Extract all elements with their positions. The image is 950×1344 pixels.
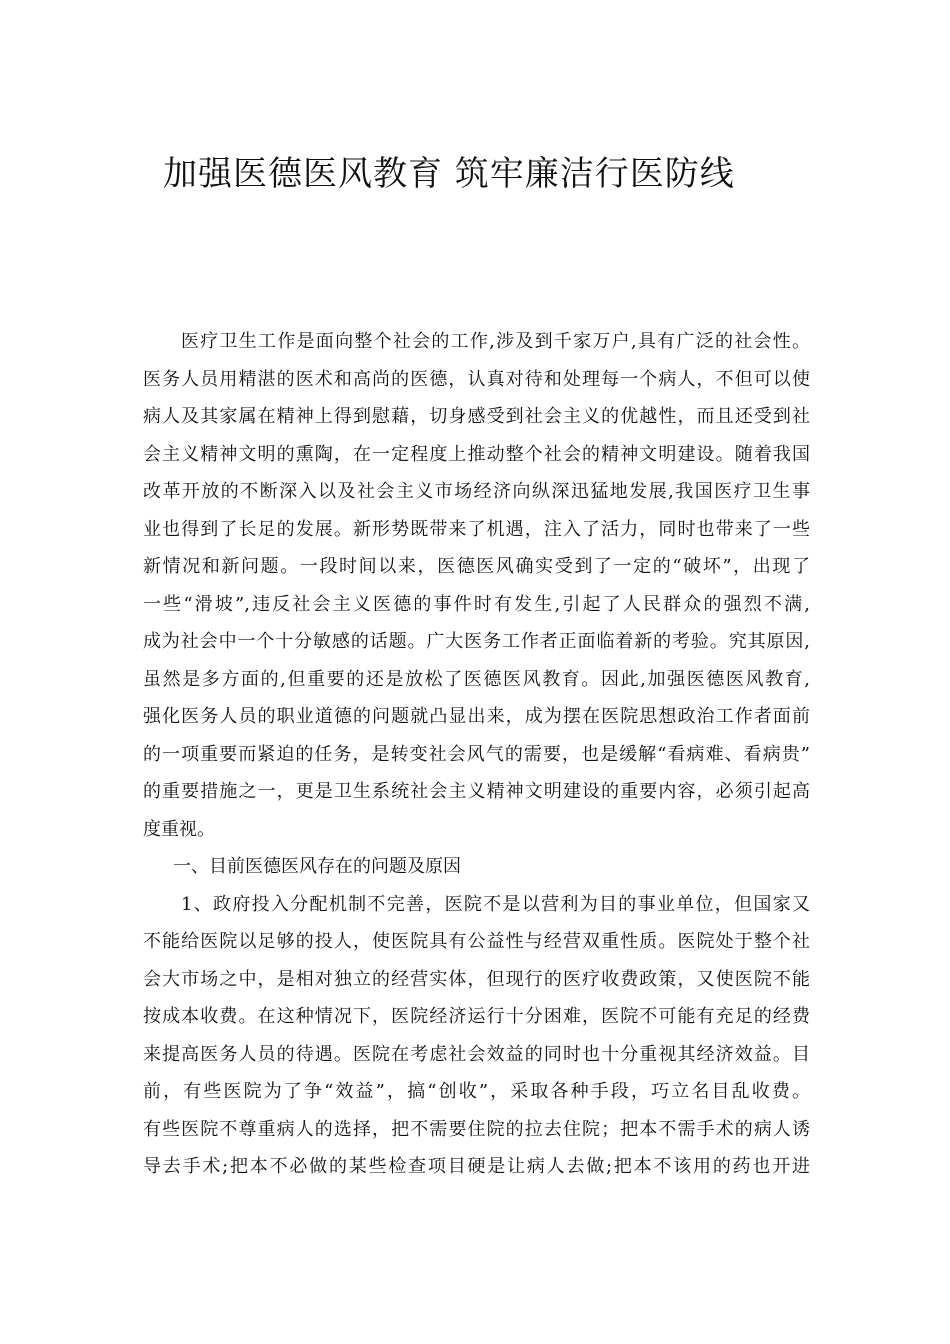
paragraph-2-line: 导去手术;把本不必做的某些检查项目硬是让病人去做;把本不该用的药也开进 bbox=[143, 1156, 810, 1177]
paragraph-1-line: 业也得到了长足的发展。新形势既带来了机遇，注入了活力，同时也带来了一些 bbox=[143, 518, 810, 540]
section-1-heading: 一、目前医德医风存在的问题及原因 bbox=[173, 856, 461, 877]
paragraph-2-line: 前，有些医院为了争“效益”，搞“创收”，采取各种手段，巧立名目乱收费。 bbox=[143, 1081, 810, 1102]
paragraph-1-line: 的重要措施之一，更是卫生系统社会主义精神文明建设的重要内容，必须引起高 bbox=[143, 781, 810, 802]
paragraph-1-line: 的一项重要而紧迫的任务，是转变社会风气的需要，也是缓解“看病难、看病贵” bbox=[143, 743, 810, 765]
paragraph-1-line: 新情况和新问题。一段时间以来，医德医风确实受到了一定的“破坏”，出现了 bbox=[143, 556, 810, 577]
paragraph-2-line: 来提高医务人员的待遇。医院在考虑社会效益的同时也十分重视其经济效益。目 bbox=[143, 1043, 810, 1065]
paragraph-1-line: 病人及其家属在精神上得到慰藉，切身感受到社会主义的优越性，而且还受到社 bbox=[143, 406, 810, 427]
paragraph-1-line: 虽然是多方面的,但重要的还是放松了医德医风教育。因此,加强医德医风教育, bbox=[143, 668, 810, 690]
paragraph-2-line: 会大市场之中，是相对独立的经营实体，但现行的医疗收费政策，又使医院不能 bbox=[143, 968, 810, 990]
paragraph-2-line: 有些医院不尊重病人的选择，把不需要住院的拉去住院；把本不需手术的病人诱 bbox=[143, 1118, 810, 1140]
document-title: 加强医德医风教育 筑牢廉洁行医防线 bbox=[163, 154, 735, 194]
paragraph-1-line: 度重视。 bbox=[143, 818, 215, 840]
paragraph-1-line: 会主义精神文明的熏陶，在一定程度上推动整个社会的精神文明建设。随着我国 bbox=[143, 443, 810, 465]
paragraph-1-line: 改革开放的不断深入以及社会主义市场经济向纵深迅猛地发展,我国医疗卫生事 bbox=[143, 481, 810, 502]
paragraph-2-line: 按成本收费。在这种情况下，医院经济运行十分困难，医院不可能有充足的经费 bbox=[143, 1006, 810, 1027]
paragraph-2-line: 1、政府投入分配机制不完善，医院不是以营利为目的事业单位，但国家又 bbox=[181, 893, 810, 915]
paragraph-1-line: 一些“滑坡”,违反社会主义医德的事件时有发生,引起了人民群众的强烈不满, bbox=[143, 593, 810, 615]
paragraph-1-line: 医疗卫生工作是面向整个社会的工作,涉及到千家万户,具有广泛的社会性。 bbox=[181, 331, 810, 352]
paragraph-1-line: 强化医务人员的职业道德的问题就凸显出来，成为摆在医院思想政治工作者面前 bbox=[143, 706, 810, 727]
document-body bbox=[143, 323, 810, 1186]
paragraph-2-line: 不能给医院以足够的投人，使医院具有公益性与经营双重性质。医院处于整个社 bbox=[143, 931, 810, 952]
paragraph-1-line: 成为社会中一个十分敏感的话题。广大医务工作者正面临着新的考验。究其原因, bbox=[143, 631, 810, 652]
paragraph-1-line: 医务人员用精湛的医术和高尚的医德，认真对待和处理每一个病人，不但可以使 bbox=[143, 368, 810, 390]
